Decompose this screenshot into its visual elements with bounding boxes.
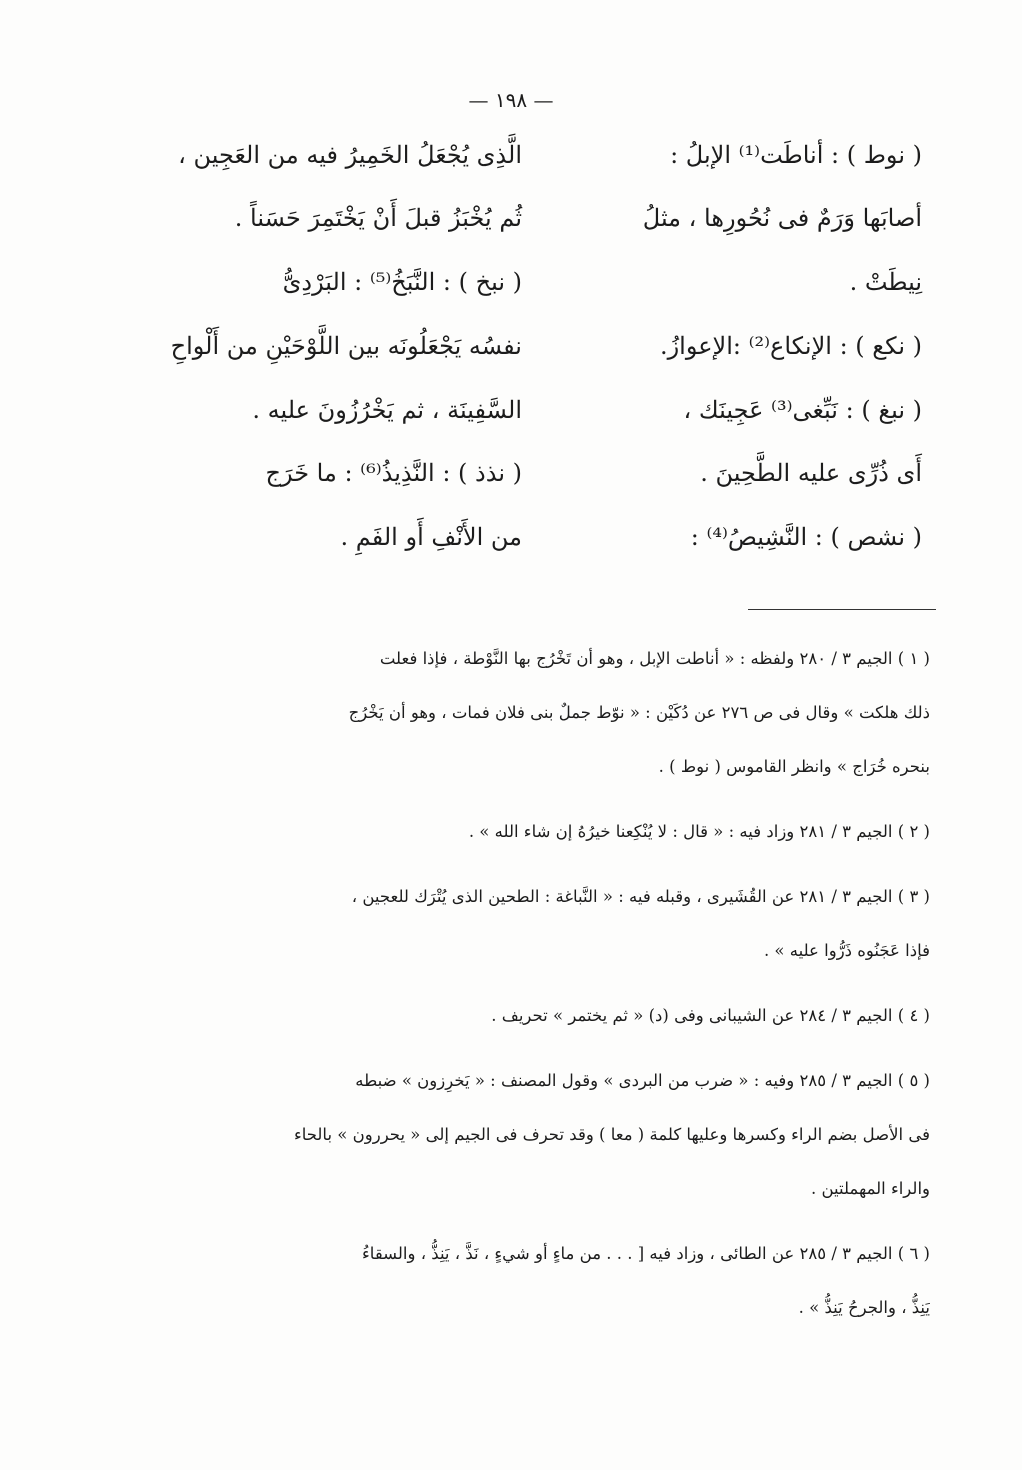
right-column-line: ( نبغ ) : نَبِّغى⁽³⁾ عَجِينَك ، [683, 396, 922, 424]
left-column-line: نفسُه يَجْعَلُونَه بين اللَّوْحَيْنِ من أَلْواحِ [170, 332, 522, 360]
page-number: — ١٩٨ — [468, 88, 554, 112]
left-column-line: ثُم يُخْبَزُ قبلَ أَنْ يَخْتَمِرَ حَسَناً . [234, 204, 522, 232]
left-column-line: السَّفِينَة ، ثم يَخْرُزُونَ عليه . [252, 396, 522, 424]
left-column-line: الَّذِى يُجْعَلُ الخَمِيرُ فيه من العَجِين ، [178, 141, 522, 169]
footnotes [185, 632, 930, 1346]
footnote-line: فإذا عَجَنُوه ذَرُّوا عليه » . [763, 941, 930, 960]
footnote-1 [185, 632, 930, 794]
right-column-line: ( نشص ) : النَّشِيصُ⁽⁴⁾ : [690, 523, 922, 551]
right-column-line: ( نوط ) : أناطَت⁽¹⁾ الإبلُ : [670, 141, 922, 169]
left-column-line: ( نبخ ) : النَّبَخُ⁽⁵⁾ : البَرْدِىُّ [282, 268, 522, 296]
left-column-line: من الأَنْفِ أَو الفَمِ . [340, 523, 522, 551]
footnote-line: يَنِذُّ ، والجرحُ يَنِذُّ » . [798, 1298, 930, 1317]
footnote-4 [185, 989, 930, 1043]
footnote-5 [185, 1054, 930, 1216]
right-column-line: أَى ذُرِّى عليه الطَّحِينَ . [700, 459, 922, 487]
footnote-line: بنحره خُرَاج » وانظر القاموس ( نوط ) . [658, 757, 930, 776]
footnote-separator [748, 609, 936, 610]
footnote-line: ( ٦ ) الجيم ٣ / ٢٨٥ عن الطائى ، وزاد فيه [ . . . من ماءٍ أو شيءٍ ، نَذَّ ، يَنِذُّ ، والسقاءُ [362, 1244, 930, 1263]
footnote-line: ( ٥ ) الجيم ٣ / ٢٨٥ وفيه : « ضرب من البردى » وقول المصنف : « يَخرِزون » ضبطه [355, 1071, 930, 1090]
footnote-2 [185, 805, 930, 859]
footnote-line: والراء المهملتين . [810, 1179, 930, 1198]
footnote-line: ( ١ ) الجيم ٣ / ٢٨٠ ولفظه : « أناطت الإبل ، وهو أن تَخْرُج بها النَّوْطة ، فإذا فعلت [379, 649, 930, 668]
right-column-line: ( نكع ) : الإنكاع⁽²⁾ :الإعوازُ. [659, 332, 922, 360]
footnote-line: فى الأصل بضم الراء وكسرها وعليها كلمة ( معا ) وقد تحرف فى الجيم إلى « يحررون » بالحاء [293, 1125, 930, 1144]
footnote-line: ( ٣ ) الجيم ٣ / ٢٨١ عن القُشَيرى ، وقبله فيه : « النَّباغة : الطحين الذى يُتْرَك للعجين ، [351, 887, 930, 906]
footnote-line: ذلك هلكت » وقال فى ص ٢٧٦ عن دُكَيْن : « نوّط جملٌ بنى فلان فمات ، وهو أن يَخْرُج [348, 703, 930, 722]
footnote-3 [185, 870, 930, 978]
footnote-line: ( ٢ ) الجيم ٣ / ٢٨١ وزاد فيه : « قال : لا يُنْكِعنا خيرُهُ إن شاء الله » . [468, 822, 930, 841]
left-column-line: ( نذذ ) : النَّذِيذُ⁽⁶⁾ : ما خَرَج [265, 459, 522, 487]
footnote-6 [185, 1227, 930, 1335]
footnote-line: ( ٤ ) الجيم ٣ / ٢٨٤ عن الشيبانى وفى (د) « ثم يختمر » تحريف . [491, 1006, 930, 1025]
right-column-line: أصابَها وَرَمٌ فى نُحُورِها ، مثلُ [642, 204, 922, 232]
right-column-line: نِيطَتْ . [849, 268, 922, 296]
